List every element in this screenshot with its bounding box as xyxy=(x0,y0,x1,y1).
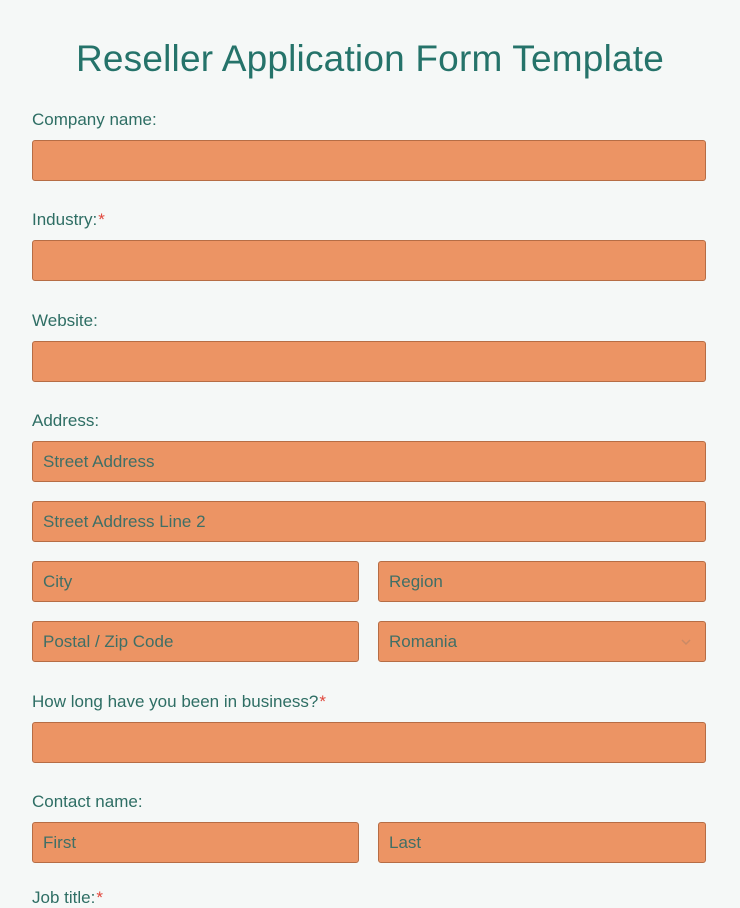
city-input[interactable] xyxy=(32,561,359,602)
required-mark: * xyxy=(98,210,105,229)
job-title-label-text: Job title: xyxy=(32,888,96,907)
website-label-text: Website: xyxy=(32,311,98,330)
country-select[interactable] xyxy=(378,621,706,662)
contact-name-label-text: Contact name: xyxy=(32,792,143,811)
company-name-label xyxy=(32,110,157,130)
region-input[interactable] xyxy=(378,561,706,602)
address-label-text: Address: xyxy=(32,411,100,430)
business-duration-label xyxy=(32,692,326,712)
job-title-label xyxy=(32,888,103,908)
company-name-label-text: Company name: xyxy=(32,110,157,129)
industry-input[interactable] xyxy=(32,240,706,281)
required-mark: * xyxy=(96,888,103,907)
website-label xyxy=(32,311,98,331)
contact-first-name-input[interactable] xyxy=(32,822,359,863)
company-name-input[interactable] xyxy=(32,140,706,181)
required-mark: * xyxy=(319,692,326,711)
country-selected-value: Romania xyxy=(389,631,458,651)
form-title: Reseller Application Form Template xyxy=(75,38,665,79)
industry-label xyxy=(32,210,105,230)
chevron-down-icon xyxy=(681,637,691,647)
street-address-input[interactable] xyxy=(32,441,706,482)
street-address-line2-input[interactable] xyxy=(32,501,706,542)
contact-last-name-input[interactable] xyxy=(378,822,706,863)
business-duration-label-text: How long have you been in business? xyxy=(32,692,319,711)
industry-label-text: Industry: xyxy=(32,210,98,229)
address-label xyxy=(32,411,99,431)
contact-name-label xyxy=(32,792,143,812)
postal-code-input[interactable] xyxy=(32,621,359,662)
business-duration-input[interactable] xyxy=(32,722,706,763)
website-input[interactable] xyxy=(32,341,706,382)
